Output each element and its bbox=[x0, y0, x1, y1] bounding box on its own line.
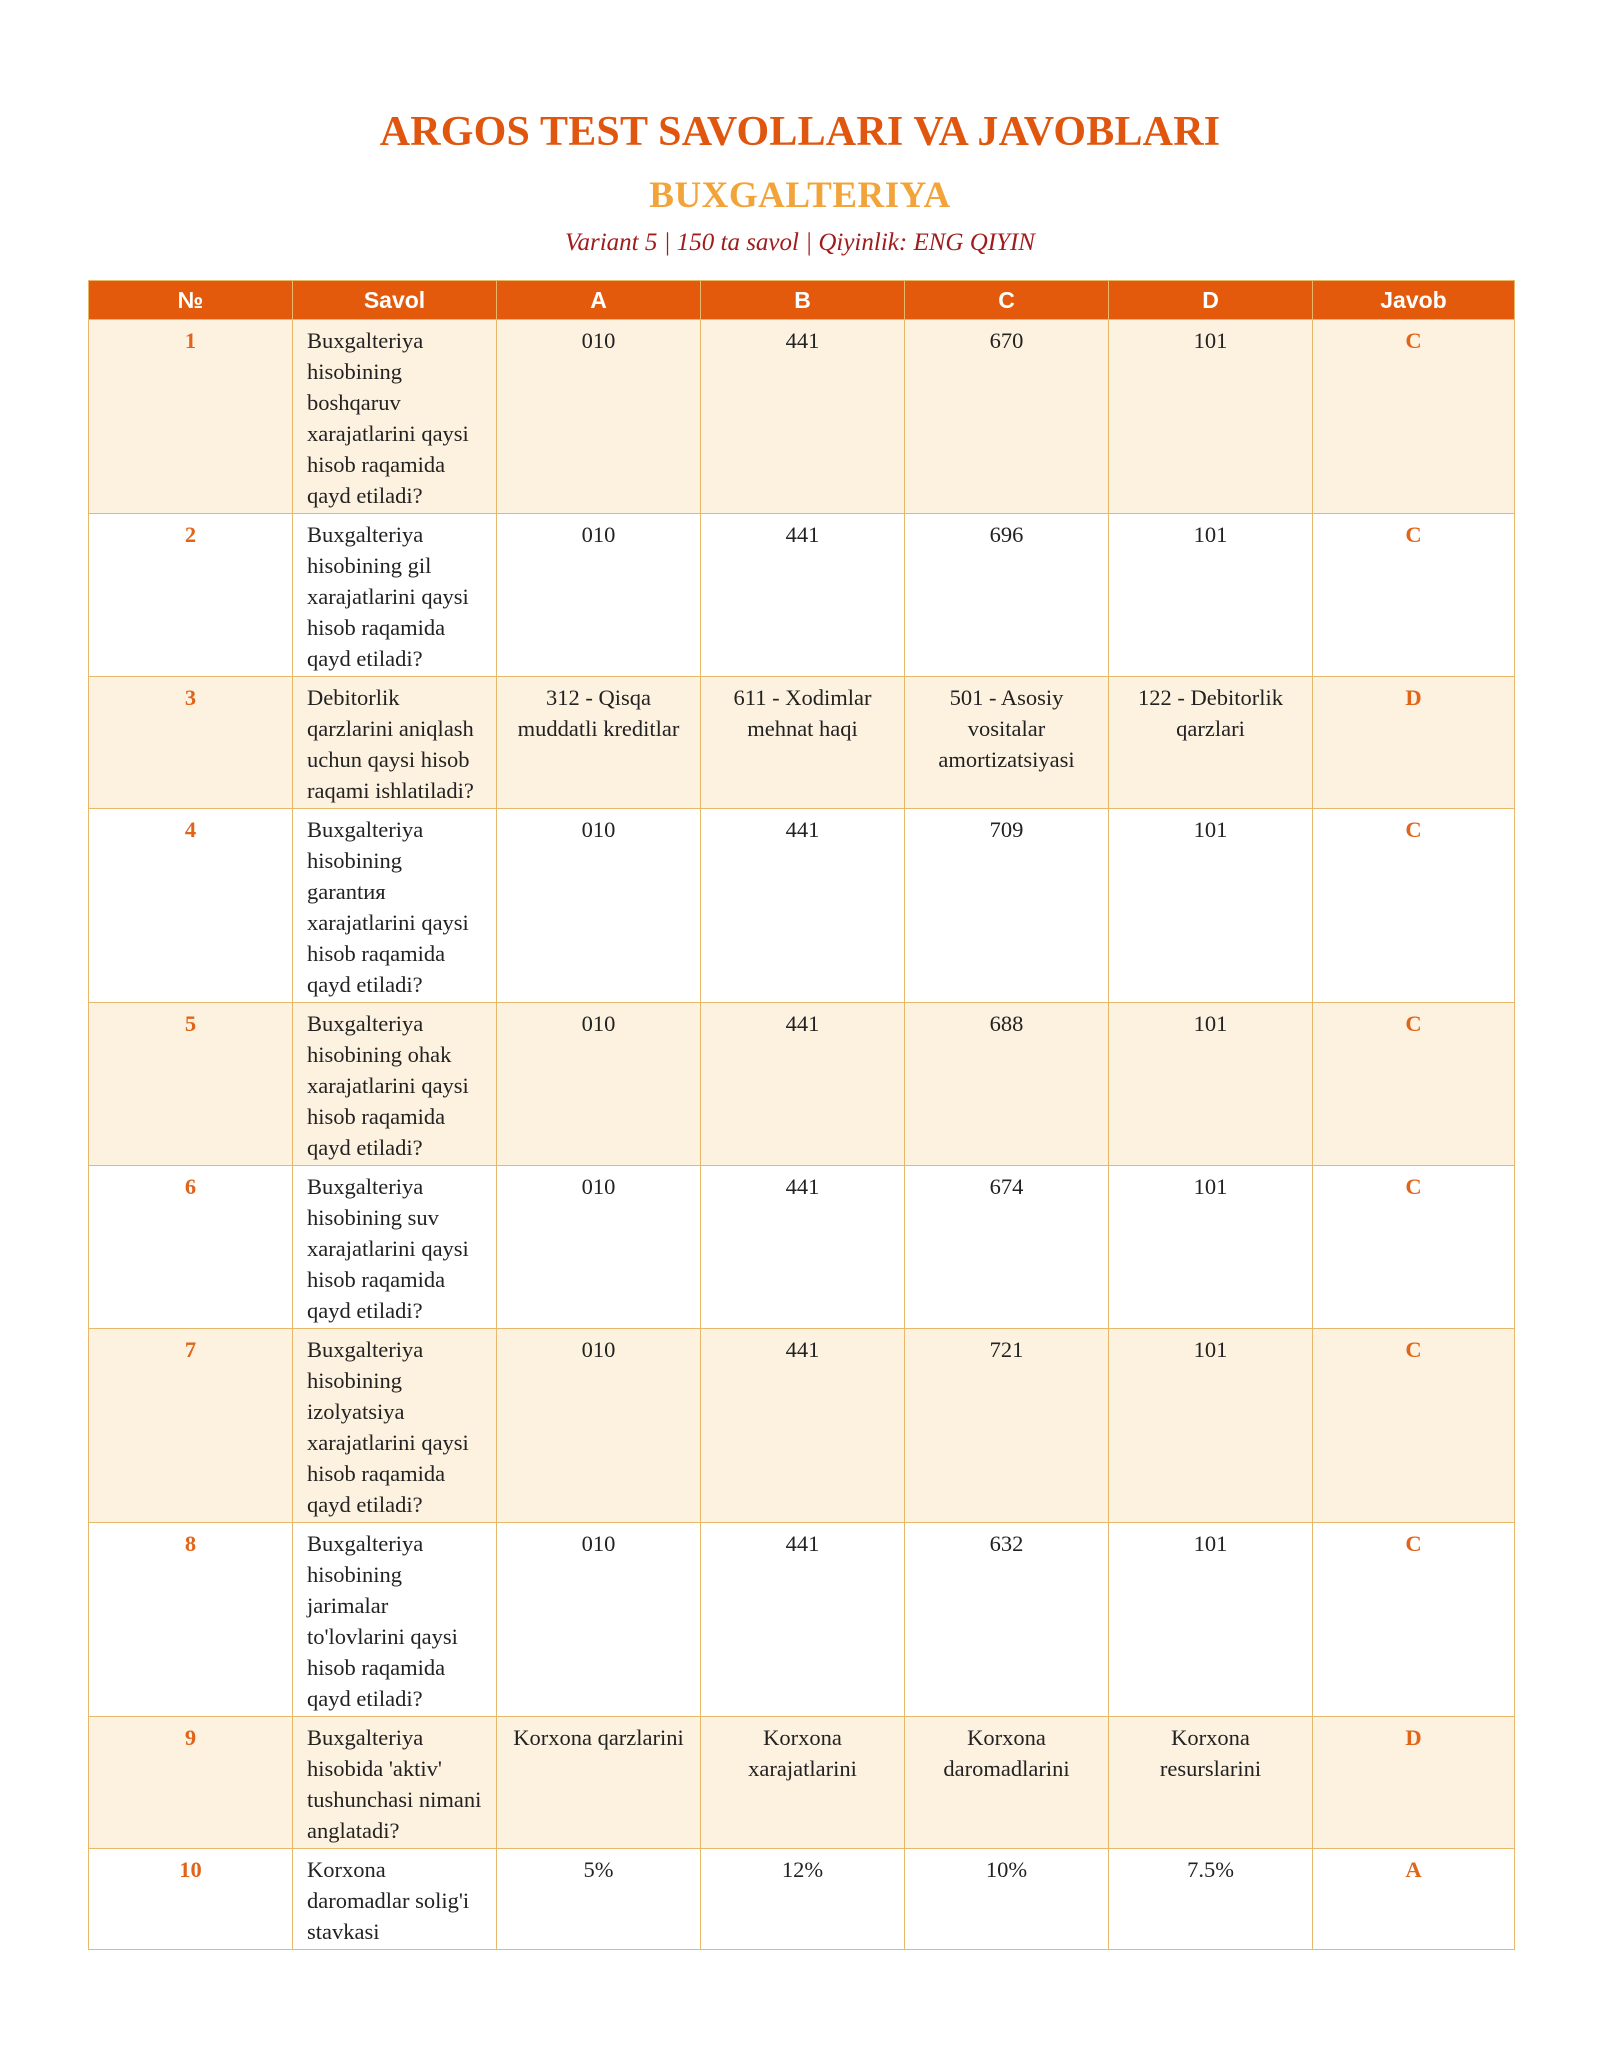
answer: C bbox=[1313, 1003, 1515, 1166]
option-d: 101 bbox=[1109, 1523, 1313, 1717]
option-a: 010 bbox=[497, 320, 701, 514]
question-text: Buxgalteriya hisobining izolyatsiya xarajatlarini qaysi hisob raqamida qayd etiladi? bbox=[293, 1329, 497, 1523]
question-number: 4 bbox=[89, 809, 293, 1003]
header-option-b: B bbox=[701, 281, 905, 320]
question-text: Buxgalteriya hisobining jarimalar to'lovlarini qaysi hisob raqamida qayd etiladi? bbox=[293, 1523, 497, 1717]
question-text: Buxgalteriya hisobining garantия xarajatlarini qaysi hisob raqamida qayd etiladi? bbox=[293, 809, 497, 1003]
option-c: 501 - Asosiy vositalar amortizatsiyasi bbox=[905, 677, 1109, 809]
table-row bbox=[89, 1849, 1515, 1950]
option-b: 441 bbox=[701, 1329, 905, 1523]
option-a: 010 bbox=[497, 514, 701, 677]
table-row bbox=[89, 677, 1515, 809]
option-a: 010 bbox=[497, 1523, 701, 1717]
option-a: 010 bbox=[497, 1166, 701, 1329]
header-option-d: D bbox=[1109, 281, 1313, 320]
table-row bbox=[89, 1717, 1515, 1849]
question-number: 6 bbox=[89, 1166, 293, 1329]
option-c: Korxona daromadlarini bbox=[905, 1717, 1109, 1849]
answer: C bbox=[1313, 809, 1515, 1003]
option-a: Korxona qarzlarini bbox=[497, 1717, 701, 1849]
option-c: 674 bbox=[905, 1166, 1109, 1329]
option-d: 101 bbox=[1109, 1166, 1313, 1329]
question-number: 5 bbox=[89, 1003, 293, 1166]
table-row bbox=[89, 320, 1515, 514]
header-question: Savol bbox=[293, 281, 497, 320]
option-d: 101 bbox=[1109, 1329, 1313, 1523]
option-a: 010 bbox=[497, 809, 701, 1003]
question-number: 1 bbox=[89, 320, 293, 514]
table-row bbox=[89, 809, 1515, 1003]
answer: C bbox=[1313, 1329, 1515, 1523]
header-answer: Javob bbox=[1313, 281, 1515, 320]
question-text: Debitorlik qarzlarini aniqlash uchun qaysi hisob raqami ishlatiladi? bbox=[293, 677, 497, 809]
option-c: 709 bbox=[905, 809, 1109, 1003]
answer: C bbox=[1313, 1523, 1515, 1717]
table-row bbox=[89, 1329, 1515, 1523]
option-c: 696 bbox=[905, 514, 1109, 677]
option-b: 611 - Xodimlar mehnat haqi bbox=[701, 677, 905, 809]
document-meta: Variant 5 | 150 ta savol | Qiyinlik: ENG QIYIN bbox=[565, 229, 1035, 256]
question-text: Buxgalteriya hisobining boshqaruv xarajatlarini qaysi hisob raqamida qayd etiladi? bbox=[293, 320, 497, 514]
table-row bbox=[89, 1166, 1515, 1329]
option-d: 122 - Debitorlik qarzlari bbox=[1109, 677, 1313, 809]
question-number: 10 bbox=[89, 1849, 293, 1950]
option-d: 101 bbox=[1109, 809, 1313, 1003]
option-a: 010 bbox=[497, 1329, 701, 1523]
question-text: Buxgalteriya hisobida 'aktiv' tushunchasi nimani anglatadi? bbox=[293, 1717, 497, 1849]
answer: D bbox=[1313, 677, 1515, 809]
table-row bbox=[89, 514, 1515, 677]
question-text: Buxgalteriya hisobining gil xarajatlarini qaysi hisob raqamida qayd etiladi? bbox=[293, 514, 497, 677]
question-number: 9 bbox=[89, 1717, 293, 1849]
option-d: 7.5% bbox=[1109, 1849, 1313, 1950]
answer: A bbox=[1313, 1849, 1515, 1950]
option-d: 101 bbox=[1109, 320, 1313, 514]
question-text: Buxgalteriya hisobining suv xarajatlarini qaysi hisob raqamida qayd etiladi? bbox=[293, 1166, 497, 1329]
option-b: 441 bbox=[701, 1003, 905, 1166]
option-b: Korxona xarajatlarini bbox=[701, 1717, 905, 1849]
option-b: 441 bbox=[701, 320, 905, 514]
option-d: Korxona resurslarini bbox=[1109, 1717, 1313, 1849]
table-header-row bbox=[89, 281, 1515, 320]
answer: C bbox=[1313, 514, 1515, 677]
option-b: 441 bbox=[701, 1166, 905, 1329]
option-c: 10% bbox=[905, 1849, 1109, 1950]
option-d: 101 bbox=[1109, 514, 1313, 677]
option-b: 12% bbox=[701, 1849, 905, 1950]
option-c: 670 bbox=[905, 320, 1109, 514]
document-title: ARGOS TEST SAVOLLARI VA JAVOBLARI bbox=[379, 109, 1221, 155]
option-c: 721 bbox=[905, 1329, 1109, 1523]
answer: C bbox=[1313, 1166, 1515, 1329]
question-number: 3 bbox=[89, 677, 293, 809]
question-number: 7 bbox=[89, 1329, 293, 1523]
header-option-a: A bbox=[497, 281, 701, 320]
header-number: № bbox=[89, 281, 293, 320]
table-row bbox=[89, 1003, 1515, 1166]
option-a: 312 - Qisqa muddatli kreditlar bbox=[497, 677, 701, 809]
document-subtitle: BUXGALTERIYA bbox=[649, 175, 951, 216]
question-number: 2 bbox=[89, 514, 293, 677]
question-number: 8 bbox=[89, 1523, 293, 1717]
option-b: 441 bbox=[701, 809, 905, 1003]
option-c: 688 bbox=[905, 1003, 1109, 1166]
option-d: 101 bbox=[1109, 1003, 1313, 1166]
header-option-c: C bbox=[905, 281, 1109, 320]
answer: D bbox=[1313, 1717, 1515, 1849]
option-c: 632 bbox=[905, 1523, 1109, 1717]
table-row bbox=[89, 1523, 1515, 1717]
questions-table bbox=[88, 280, 1515, 1950]
option-a: 010 bbox=[497, 1003, 701, 1166]
option-b: 441 bbox=[701, 514, 905, 677]
question-text: Korxona daromadlar solig'i stavkasi bbox=[293, 1849, 497, 1950]
option-b: 441 bbox=[701, 1523, 905, 1717]
option-a: 5% bbox=[497, 1849, 701, 1950]
question-text: Buxgalteriya hisobining ohak xarajatlarini qaysi hisob raqamida qayd etiladi? bbox=[293, 1003, 497, 1166]
answer: C bbox=[1313, 320, 1515, 514]
